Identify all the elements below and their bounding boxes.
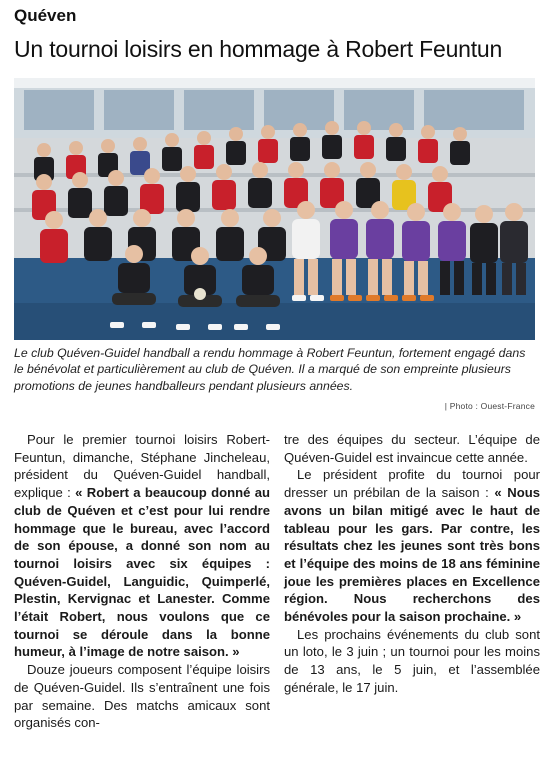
paragraph-season	[284, 466, 540, 625]
article-column-right	[284, 431, 540, 697]
headline: Un tournoi loisirs en hommage à Robert Feuntun	[14, 36, 503, 62]
photo-caption: Le club Quéven-Guidel handball a rendu hommage à Robert Feuntun, fortement engagé dans le bénévolat et particulièrement au club de Quéven. Il a marqué de son empreinte plusieurs promotions de jeunes handballeurs pendant plusieurs années.	[14, 346, 526, 393]
article-column-left	[14, 431, 270, 732]
intro-text: Pour le premier tournoi loisirs Robert-Feuntun, dimanche, Stéphane Jincheleau, président du Quéven-Guidel handball, explique :	[14, 432, 270, 501]
photo-credit: | Photo : Ouest-France	[444, 401, 535, 411]
team-photo	[14, 78, 535, 340]
locality-label: Quéven	[14, 6, 77, 25]
president-quote: « Robert a beaucoup donné au club de Quéven et c’est pour lui rendre hommage que le bureau, avec l’accord de son épouse, a donné son nom au tournoi loisirs avec six équipes : Quéven-Guidel, Languidic, Quimperlé, Plestin, Kervignac et Lanester. Comme l’était Robert, nous voulons que ce tournoi se déroule dans la bonne humeur, à l’image de notre saison. »	[14, 485, 270, 660]
season-quote: « Nous avons un bilan mitigé avec le haut de tableau pour les gars. Par contre, les résultats chez les jeunes sont très bons et l’équipe des moins de 18 ans féminine joue les premières places en Excellence région. Nous recherchons des bénévoles pour la saison prochaine. »	[284, 485, 540, 625]
season-intro-text: Le président profite du tournoi pour dresser un prébilan de la saison :	[284, 467, 540, 501]
paragraph-team: Douze joueurs composent l’équipe loisirs de Quéven-Guidel. Ils s’entraînent une fois par semaine. Des matchs amicaux sont organisés con-	[14, 662, 270, 731]
paragraph-intro	[14, 431, 270, 661]
paragraph-continuation: tre des équipes du secteur. L’équipe de Quéven-Guidel est invaincue cette année.	[284, 432, 540, 465]
paragraph-events: Les prochains événements du club sont un loto, le 3 juin ; un tournoi pour les moins de 13 ans, le 5 juin, et l’assemblée générale, le 17 juin.	[284, 626, 540, 695]
